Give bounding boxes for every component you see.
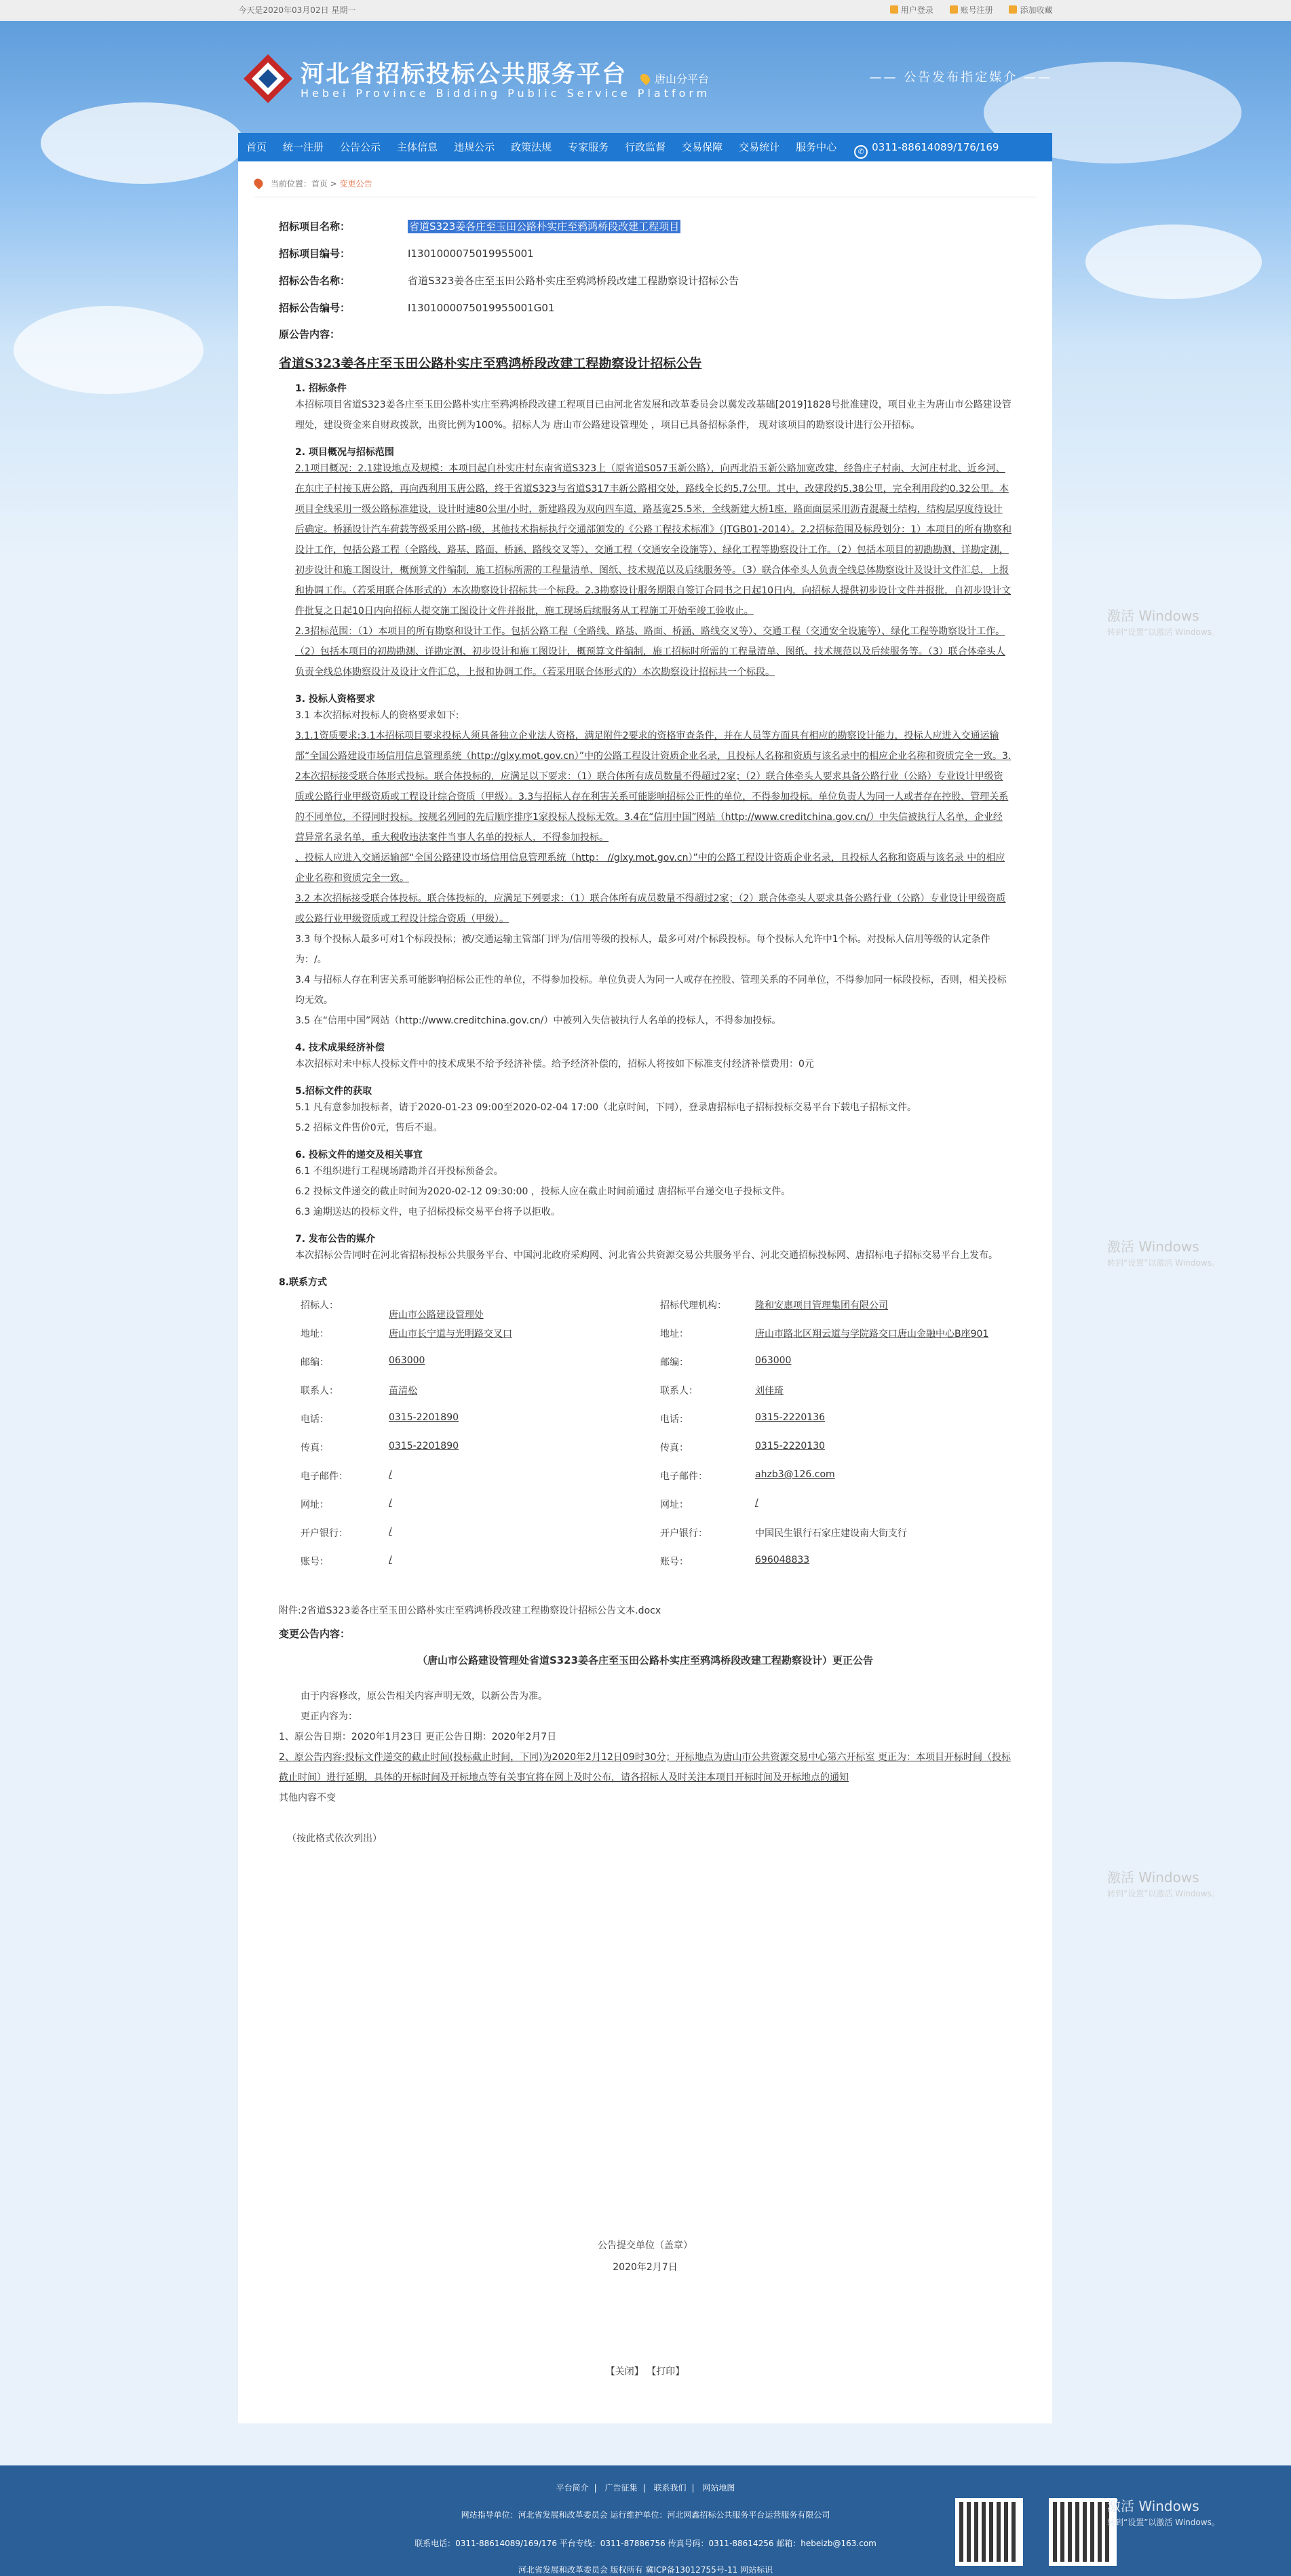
branch-label: 唐山分平台: [641, 71, 709, 86]
contact-row: 网址： / 网址： /: [301, 1498, 758, 1510]
issue-date: 2020年2月7日: [613, 2262, 678, 2273]
issuer-unit: 公告提交单位（盖章）: [598, 2240, 693, 2251]
section-text: 2.3招标范围：（1）本项目的所有勘察和设计工作。包括公路工程（全路线、路基、路面、桥涵、路线交叉等）、交通工程（交通安全设施等）、绿化工程等勘察设计工作。（2）包括本项目的初勘勘测、详勘定测、初步设计和施工图设计，概预算文件编制，施工招标时所需的工程量清单、图纸、技术规范以及后续服务等。（3）联合体牵头人负责全线总体勘察设计及设计文件汇总，上报和协调工作。（若采用联合体形式的）本次勘察设计招标共一个标段。: [295, 626, 1005, 678]
qr-code-icon: [1049, 2498, 1117, 2566]
announcement-body: [279, 213, 1011, 1849]
edit-icon: [950, 5, 958, 14]
contact-row: 传真： 0315-2201890 传真： 0315-2220130: [301, 1441, 826, 1453]
login-link[interactable]: 用户登录: [890, 5, 933, 15]
register-link[interactable]: 账号注册: [950, 5, 993, 15]
current-date: 今天是2020年03月02日 星期一: [238, 5, 356, 15]
nav-policies[interactable]: 政策法规: [511, 141, 552, 153]
meta-row: 招标公告名称： 省道S323姜各庄至玉田公路朴实庄至鸦鸿桥段改建工程勘察设计招标公告: [279, 275, 739, 287]
section-text: 本次招标对未中标人投标文件中的技术成果不给予经济补偿。给予经济补偿的，招标人将按如下标准支付经济补偿费用：0元: [295, 1059, 814, 1070]
section-heading: 2. 项目概况与招标范围: [295, 447, 394, 458]
section-heading: 6. 投标文件的递交及相关事宜: [295, 1150, 423, 1160]
location-pin-icon: [638, 72, 652, 85]
breadcrumb: [254, 178, 372, 189]
meta-row: 招标项目名称： 省道S323姜各庄至玉田公路朴实庄至鸦鸿桥段改建工程项目: [279, 220, 680, 233]
section-heading: 5.招标文件的获取: [295, 1086, 372, 1097]
activation-watermark: 激活 Windows 转到“设置”以激活 Windows。: [1107, 608, 1220, 637]
nav-supervision[interactable]: 行政监督: [625, 141, 666, 153]
change-notice-label: 变更公告内容：: [279, 1628, 351, 1640]
section-text: 本招标项目省道S323姜各庄至玉田公路朴实庄至鸦鸿桥段改建工程项目已由河北省发展和改革委员会以冀发改基础[2019]1828号批准建设，项目业主为唐山市公路建设管理处，建设资金来自财政拨款，出资比例为100%。招标人为 唐山市公路建设管理处 ，项目已具备招标条件， 现对该项目的勘察设计进行公开招标。: [295, 399, 1011, 431]
section-text: 、投标人应进入交通运输部“全国公路建设市场信用信息管理系统（http： //glxy.mot.gov.cn）”中的公路工程设计资质企业名录，且投标人名称和资质与该名录 中的相应企业名称和资质完全一致。: [295, 853, 1005, 884]
notice-title: 省道S323姜各庄至玉田公路朴实庄至鸦鸿桥段改建工程勘察设计招标公告: [279, 356, 702, 371]
activation-watermark: 激活 Windows 转到“设置”以激活 Windows。: [1107, 1869, 1220, 1898]
footer-links: 平台简介 | 广告征集 | 联系我们 | 网站地图: [556, 2483, 735, 2493]
section-text: 3.5 在“信用中国”网站（http://www.creditchina.gov.cn/）中被列入失信被执行人名单的投标人，不得参加投标。: [295, 1015, 782, 1026]
site-title: 河北省招标投标公共服务平台: [301, 61, 628, 88]
section-heading: 4. 技术成果经济补偿: [295, 1042, 385, 1053]
section-text: 6.2 投标文件递交的截止时间为2020-02-12 09:30:00 ，投标人应在截止时间前通过 唐招标平台递交电子投标文件。: [295, 1186, 791, 1197]
section-text: 3.2 本次招标接受联合体投标。联合体投标的，应满足下列要求：（1）联合体所有成员数量不得超过2家；（2）联合体牵头人要求具备公路行业（公路）专业设计甲级资质或公路行业甲级资质或工程设计综合资质（甲级）。: [295, 893, 1006, 924]
contact-row: 招标人： 唐山市公路建设管理处 招标代理机构： 隆和安惠项目管理集团有限公司: [301, 1300, 888, 1321]
project-name-value[interactable]: 省道S323姜各庄至玉田公路朴实庄至鸦鸿桥段改建工程项目: [409, 220, 680, 233]
location-pin-icon: [252, 177, 265, 189]
nav-entities[interactable]: 主体信息: [397, 141, 438, 153]
user-icon: [890, 5, 898, 14]
footer-copyright: 河北省发展和改革委员会 版权所有 冀ICP备13012755号-11 网站标识: [518, 2565, 773, 2575]
footer-link-about[interactable]: 平台简介: [556, 2483, 589, 2493]
site-title-en: Hebei Province Bidding Public Service Platform: [301, 87, 711, 100]
site-slogan: —— 公告发布指定媒介 ——: [869, 71, 1052, 85]
nav-statistics[interactable]: 交易统计: [739, 141, 780, 153]
contact-row: 联系人： 苗清松 联系人： 刘佳琦: [301, 1386, 784, 1397]
original-notice-label: 原公告内容：: [279, 328, 341, 340]
contact-row: 电话： 0315-2201890 电话： 0315-2220136: [301, 1412, 826, 1425]
section-text: 3.1 本次招标对投标人的资格要求如下:: [295, 710, 459, 721]
contact-table: [301, 1298, 1013, 1583]
close-button[interactable]: 【关闭】: [605, 2366, 644, 2377]
nav-guarantee[interactable]: 交易保障: [682, 141, 723, 153]
contact-row: 邮编： 063000 邮编： 063000: [301, 1355, 792, 1368]
main-nav: [238, 133, 1052, 161]
hotline: ✆ 0311-88614089/176/169: [854, 133, 999, 161]
contact-row: 地址： 唐山市长宁道与光明路交叉口 地址： 唐山市路北区翔云道与学院路交口唐山金融中心B座901: [301, 1329, 989, 1340]
change-text: 由于内容修改，原公告相关内容声明无效，以新公告为准。: [301, 1691, 547, 1702]
nav-announcements[interactable]: 公告公示: [340, 141, 381, 153]
activation-watermark: 激活 Windows 转到“设置”以激活 Windows。: [1107, 2498, 1220, 2527]
nav-experts[interactable]: 专家服务: [568, 141, 609, 153]
project-meta: [279, 213, 1011, 321]
contact-row: 开户银行： / 开户银行： 中国民生银行石家庄建设南大街支行: [301, 1526, 907, 1539]
footer-sponsor: 网站指导单位：河北省发展和改革委员会 运行维护单位：河北网鑫招标公共服务平台运营服务有限公司: [461, 2510, 830, 2520]
footer-link-ads[interactable]: 广告征集: [604, 2483, 638, 2493]
change-text: 其他内容不变: [279, 1793, 336, 1803]
breadcrumb-current: 变更公告: [339, 179, 372, 189]
attachment-link[interactable]: 附件:2省道S323姜各庄至玉田公路朴实庄至鸦鸿桥段改建工程勘察设计招标公告文本.docx: [279, 1605, 661, 1616]
section-text: 5.2 招标文件售价0元，售后不退。: [295, 1123, 443, 1133]
site-logo-icon[interactable]: [241, 52, 295, 106]
footer-contact: 联系电话：0311-88614089/169/176 平台专线：0311-87886756 传真号码：0311-88614256 邮箱：hebeizb@163.com: [415, 2539, 876, 2548]
footer-link-sitemap[interactable]: 网站地图: [702, 2483, 735, 2493]
section-text: 3.1.1资质要求:3.1本招标项目要求投标人须具备独立企业法人资格，满足附件2要求的资格审查条件，并在人员等方面具有相应的勘察设计能力，投标人应进入交通运输部“全国公路建设市场信用信息管理系统（http://glxy.mot.gov.cn）”中的公路工程设计资质企业名录，且投标人名称和资质与该名录中的相应企业名称和资质完全一致。3.2本次招标接受联合体形式投标。联合体投标的，应满足以下要求：（1）联合体所有成员数量不得超过2家；（2）联合体牵头人要求具备公路行业（公路）专业设计甲级资质或公路行业甲级资质或工程设计综合资质（甲级）。3.3与招标人存在利害关系可能影响招标公正性的单位，不得参加投标。单位负责人为同一人或者存在控股、管理关系的不同单位，不得同时投标。按规名列同的先后顺序排序1家投标人投标无效。3.4在“信用中国”网站（http://www.creditchina.gov.cn/）中失信被执行人名单，企业经营异常名录名单，重大税收违法案件当事人名单的投标人，不得参加投标。: [295, 730, 1011, 843]
page-actions: [238, 2364, 1052, 2378]
section-text: 本次招标公告同时在河北省招标投标公共服务平台、中国河北政府采购网、河北省公共资源交易公共服务平台、河北交通招标投标网、唐招标电子招标交易平台上发布。: [295, 1250, 998, 1261]
section-heading: 7. 发布公告的媒介: [295, 1234, 375, 1245]
section-text: 5.1 凡有意参加投标者，请于2020-01-23 09:00至2020-02-04 17:00（北京时间，下同），登录唐招标电子招标投标交易平台下载电子招标文件。: [295, 1102, 917, 1113]
section-text: 3.3 每个投标人最多可对1个标段投标；被/交通运输主管部门评为/信用等级的投标人，最多可对/个标段投标。每个投标人允许中1个标。对投标人信用等级的认定条件为：/。: [295, 934, 990, 965]
print-button[interactable]: 【打印】: [647, 2366, 685, 2377]
breadcrumb-label[interactable]: 当前位置：首页 >: [270, 179, 337, 189]
section-text: 6.3 逾期送达的投标文件，电子招标投标交易平台将予以拒收。: [295, 1207, 560, 1217]
nav-register[interactable]: 统一注册: [283, 141, 324, 153]
section-heading: 8.联系方式: [279, 1277, 328, 1288]
site-footer: [0, 2465, 1291, 2576]
contact-row: 账号： / 账号： 696048833: [301, 1555, 810, 1567]
change-notice-title: （唐山市公路建设管理处省道S323姜各庄至玉田公路朴实庄至鸦鸿桥段改建工程勘察设计）更正公告: [417, 1654, 874, 1666]
nav-home[interactable]: 首页: [246, 141, 267, 153]
nav-violations[interactable]: 违规公示: [454, 141, 495, 153]
section-text: 6.1 不组织进行工程现场踏勘并召开投标预备会。: [295, 1166, 503, 1177]
change-text: 1、原公告日期：2020年1月23日 更正公告日期：2020年2月7日: [279, 1732, 557, 1742]
change-text: （按此格式依次列出）: [287, 1833, 382, 1844]
qr-code-icon: [955, 2498, 1023, 2566]
top-bar: [0, 0, 1291, 20]
meta-row: 招标公告编号： I1301000075019955001G01: [279, 302, 555, 314]
site-header: [238, 47, 1052, 115]
favorite-link[interactable]: 添加收藏: [1009, 5, 1052, 15]
activation-watermark: 激活 Windows 转到“设置”以激活 Windows。: [1107, 1238, 1220, 1268]
section-text: 3.4 与招标人存在利害关系可能影响招标公正性的单位，不得参加投标。单位负责人为同一人或存在控股、管理关系的不同单位，不得参加同一标段投标，否则，相关投标均无效。: [295, 975, 1007, 1006]
main-content: [238, 161, 1052, 2423]
star-icon: [1009, 5, 1017, 14]
section-text: 2.1项目概况：2.1建设地点及规模：本项目起自朴实庄村东南省道S323上（原省道S057玉新公路），向西北沿玉新公路加宽改建，经鲁庄子村南、大河庄村北、近乡河、在东庄子村接玉唐公路，再向西利用玉唐公路，终于省道S323与省道S317丰新公路相交处，路线全长约5.7公里。其中，改建段约5.38公里，完全利用段约0.32公里。本项目全线采用一级公路标准建设，设计时速80公里/小时，新建路段为双向四车道，路基宽25.5米，全线新建大桥1座，路面面层采用沥青混凝土结构，结构层厚度待设计后确定。桥涵设计汽车荷载等级采用公路-I级，其他技术指标执行交通部颁发的《公路工程技术标准》（JTGB01-2014）。2.2招标范围及标段划分：1）本项目的所有勘察和设计工作，包括公路工程（全路线、路基、路面、桥涵、路线交叉等）、交通工程（交通安全设施等）、绿化工程等勘察设计工作。（2）包括本项目的初勘勘测、详勘定测，初步设计和施工图设计，概预算文件编制，施工招标所需的工程量清单、图纸、技术规范以及后续服务等。（3）联合体牵头人负责全线总体勘察设计及设计文件汇总，上报和协调工作。（若采用联合体形式的）本次勘察设计招标共一个标段。2.3勘察设计服务期限自签订合同书之日起10日内，向招标人提供初步设计文件并报批，自初步设计文件批复之日起10日内向招标人提交施工图设计文件并报批，施工现场后续服务从工程施工开始至竣工验收止。: [295, 463, 1011, 617]
footer-link-contact[interactable]: 联系我们: [653, 2483, 687, 2493]
section-heading: 1. 招标条件: [295, 383, 347, 394]
phone-icon: ✆: [854, 145, 868, 159]
nav-service[interactable]: 服务中心: [796, 141, 837, 153]
change-text: 更正内容为：: [301, 1711, 358, 1722]
section-heading: 3. 投标人资格要求: [295, 694, 375, 705]
meta-row: 招标项目编号： I1301000075019955001: [279, 248, 534, 260]
contact-row: 电子邮件： / 电子邮件： ahzb3@126.com: [301, 1469, 835, 1482]
change-text: 2、原公告内容:投标文件递交的截止时间(投标截止时间，下同)为2020年2月12日09时30分；开标地点为唐山市公共资源交易中心第六开标室 更正为：本项目开标时间（投标截止时间）进行延期，具体的开标时间及开标地点等有关事宜将在网上及时公布，请各招标人及时关注本项目开标时间及开标地点的通知: [279, 1752, 1011, 1783]
